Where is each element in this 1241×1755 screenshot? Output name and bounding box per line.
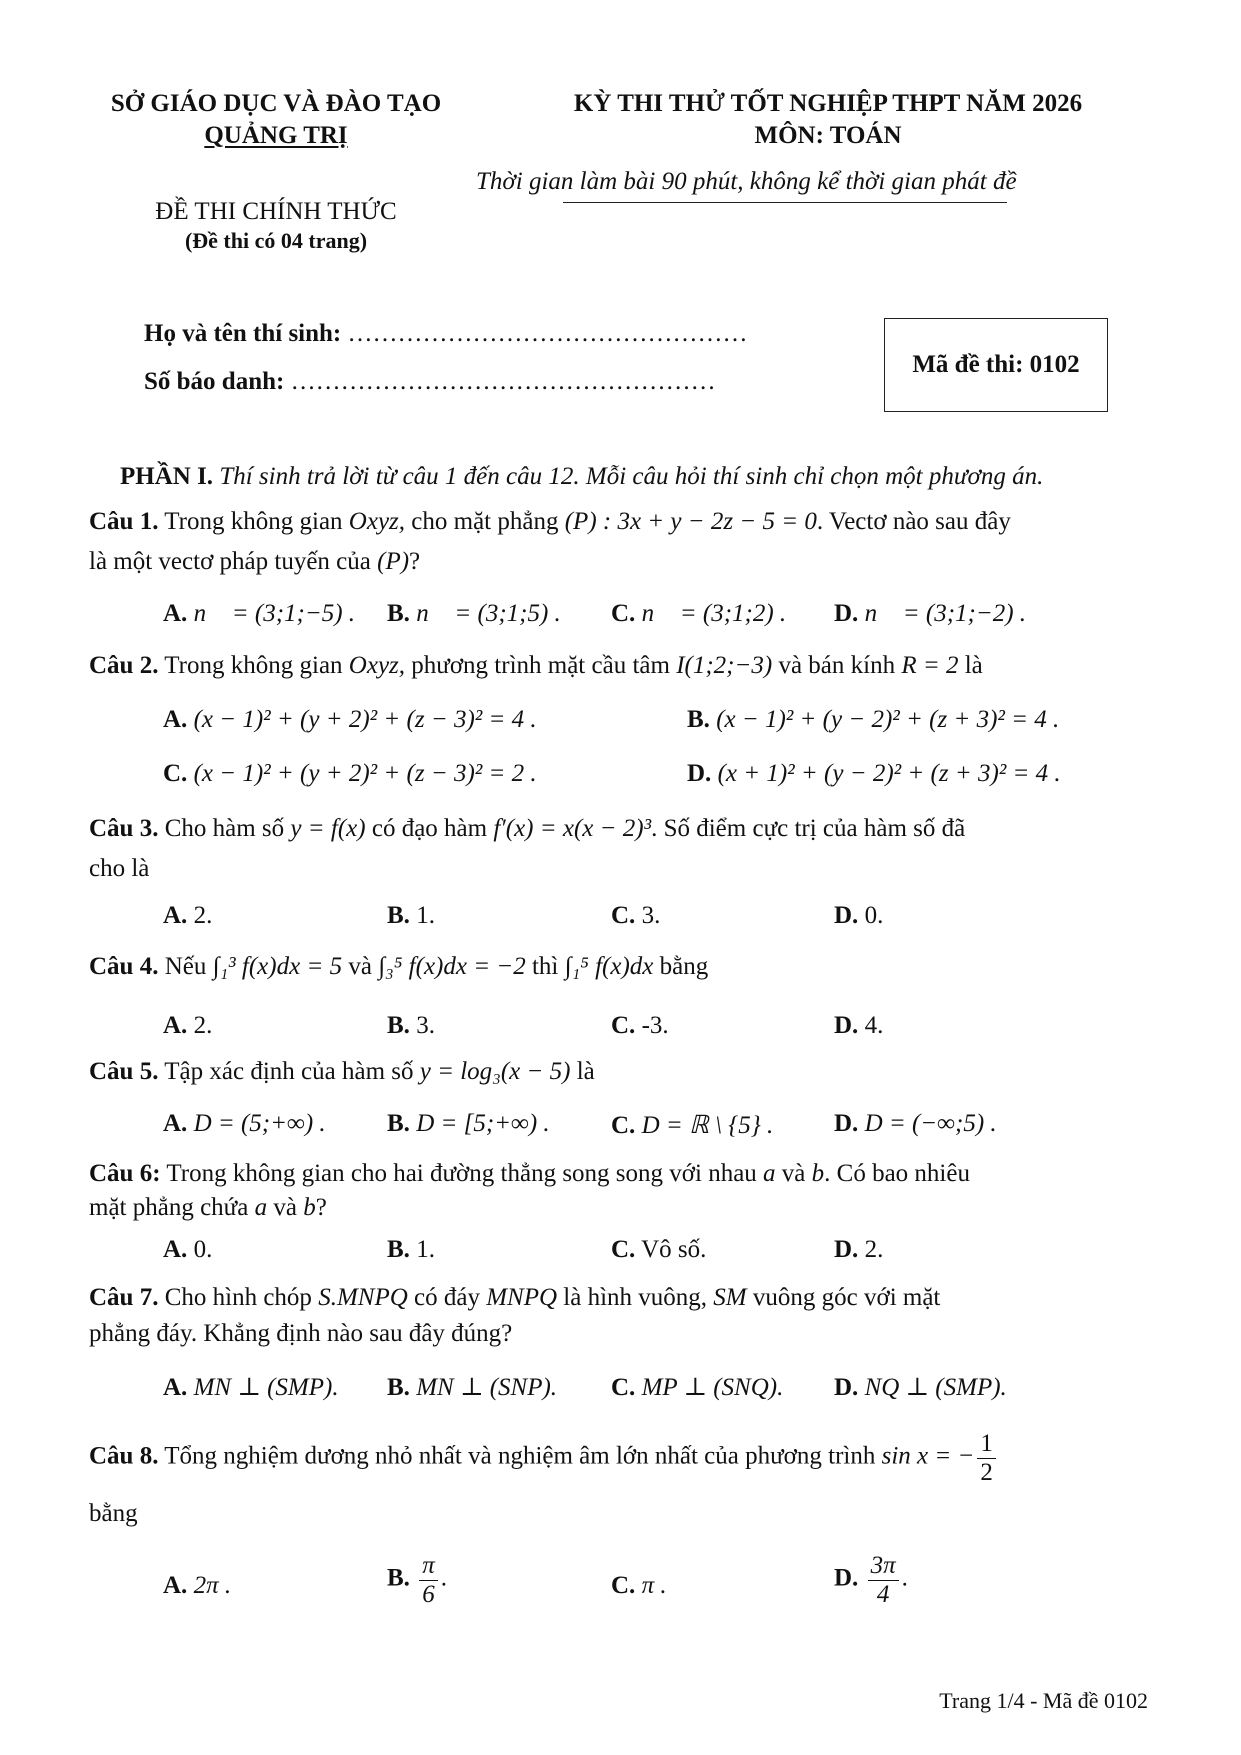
- question-8-line2: bằng: [89, 1500, 138, 1527]
- q7-option-c[interactable]: C. MP ⊥ (SNQ).: [611, 1374, 784, 1401]
- q7-option-b[interactable]: B. MN ⊥ (SNP).: [387, 1374, 558, 1401]
- department-line2: QUẢNG TRỊ: [204, 122, 348, 149]
- q2-option-d[interactable]: D. (x + 1)² + (y − 2)² + (z + 3)² = 4 .: [687, 760, 1061, 787]
- exam-code-box: Mã đề thi: 0102: [884, 318, 1108, 412]
- q3-option-c[interactable]: C. 3.: [611, 902, 661, 929]
- q2-option-b[interactable]: B. (x − 1)² + (y − 2)² + (z + 3)² = 4 .: [687, 706, 1060, 733]
- q8-option-c[interactable]: C. π .: [611, 1572, 667, 1599]
- q4-option-d[interactable]: D. 4.: [834, 1012, 884, 1039]
- q1-option-a[interactable]: A. n⃗ = (3;1;−5) .: [163, 600, 356, 627]
- divider-line: [563, 202, 1007, 203]
- q8-fraction: $\frac{1}{2}$: [977, 1430, 996, 1486]
- q6-option-b[interactable]: B. 1.: [387, 1236, 435, 1263]
- q4-option-a[interactable]: A. 2.: [163, 1012, 213, 1039]
- q6-option-d[interactable]: D. 2.: [834, 1236, 884, 1263]
- question-8: Câu 8. Tổng nghiệm dương nhỏ nhất và nghiệm âm lớn nhất của phương trình sin x = − $\frac{1}{2}$: [89, 1430, 999, 1486]
- q1-option-b[interactable]: B. n⃗ = (3;1;5) .: [387, 600, 561, 627]
- question-1: Câu 1. Trong không gian Oxyz, cho mặt phẳng (P) : 3x + y − 2z − 5 = 0. Vectơ nào sau đây: [89, 508, 1011, 535]
- q5-option-d[interactable]: D. D = (−∞;5) .: [834, 1110, 997, 1137]
- part1-heading: PHẦN I. Thí sinh trả lời từ câu 1 đến câu 12. Mỗi câu hỏi thí sinh chỉ chọn một phương án.: [120, 463, 1044, 490]
- q7-option-a[interactable]: A. MN ⊥ (SMP).: [163, 1374, 339, 1401]
- student-id-row: Số báo danh: ……………………………………………: [144, 368, 716, 395]
- q7-option-d[interactable]: D. NQ ⊥ (SMP).: [834, 1374, 1007, 1401]
- q4-option-b[interactable]: B. 3.: [387, 1012, 435, 1039]
- q8-option-a[interactable]: A. 2π .: [163, 1572, 232, 1599]
- official-label: ĐỀ THI CHÍNH THỨC: [155, 198, 397, 225]
- q1-option-d[interactable]: D. n⃗ = (3;1;−2) .: [834, 600, 1027, 627]
- q2-option-c[interactable]: C. (x − 1)² + (y + 2)² + (z − 3)² = 2 .: [163, 760, 537, 787]
- q3-option-a[interactable]: A. 2.: [163, 902, 213, 929]
- q3-option-b[interactable]: B. 1.: [387, 902, 435, 929]
- question-3-line2: cho là: [89, 855, 150, 882]
- exam-title: KỲ THI THỬ TỐT NGHIỆP THPT NĂM 2026: [573, 90, 1083, 117]
- q5-option-a[interactable]: A. D = (5;+∞) .: [163, 1110, 326, 1137]
- q3-option-d[interactable]: D. 0.: [834, 902, 884, 929]
- question-3: Câu 3. Cho hàm số y = f(x) có đạo hàm f′(x) = x(x − 2)³. Số điểm cực trị của hàm số đã: [89, 815, 966, 842]
- q4-option-c[interactable]: C. -3.: [611, 1012, 669, 1039]
- question-7-line2: phẳng đáy. Khẳng định nào sau đây đúng?: [89, 1320, 513, 1347]
- department-line1: SỞ GIÁO DỤC VÀ ĐÀO TẠO: [110, 90, 442, 117]
- q5-option-b[interactable]: B. D = [5;+∞) .: [387, 1110, 550, 1137]
- question-7: Câu 7. Cho hình chóp S.MNPQ có đáy MNPQ là hình vuông, SM vuông góc với mặt: [89, 1284, 941, 1311]
- q8-option-b[interactable]: B. $\frac{\pi}{6}$ .: [387, 1552, 447, 1608]
- q8-option-d[interactable]: D. $\frac{3\pi}{4}$ .: [834, 1552, 908, 1608]
- question-1-line2: là một vectơ pháp tuyến của (P)?: [89, 548, 421, 575]
- question-2: Câu 2. Trong không gian Oxyz, phương trình mặt cầu tâm I(1;2;−3) và bán kính R = 2 là: [89, 652, 983, 679]
- question-6-line2: mặt phẳng chứa a và b?: [89, 1194, 327, 1221]
- question-4: Câu 4. Nếu ∫₁³ f(x)dx = 5 và ∫₃⁵ f(x)dx = −2 thì ∫₁⁵ f(x)dx bằng: [89, 953, 709, 980]
- q1-option-c[interactable]: C. n⃗ = (3;1;2) .: [611, 600, 787, 627]
- question-5: Câu 5. Tập xác định của hàm số y = log₃(x − 5) là: [89, 1058, 595, 1085]
- time-note: Thời gian làm bài 90 phút, không kể thời gian phát đề: [476, 168, 1017, 195]
- q2-option-a[interactable]: A. (x − 1)² + (y + 2)² + (z − 3)² = 4 .: [163, 706, 537, 733]
- pages-note: (Đề thi có 04 trang): [184, 228, 368, 253]
- subject: MÔN: TOÁN: [754, 122, 902, 149]
- q6-option-c[interactable]: C. Vô số.: [611, 1236, 707, 1263]
- question-6: Câu 6: Trong không gian cho hai đường thẳng song song với nhau a và b. Có bao nhiêu: [89, 1160, 970, 1187]
- student-name-row: Họ và tên thí sinh: …………………………………………: [144, 320, 748, 347]
- page-footer: Trang 1/4 - Mã đề 0102: [939, 1688, 1148, 1713]
- q5-option-c[interactable]: C. D = ℝ \ {5} .: [611, 1112, 774, 1139]
- q6-option-a[interactable]: A. 0.: [163, 1236, 213, 1263]
